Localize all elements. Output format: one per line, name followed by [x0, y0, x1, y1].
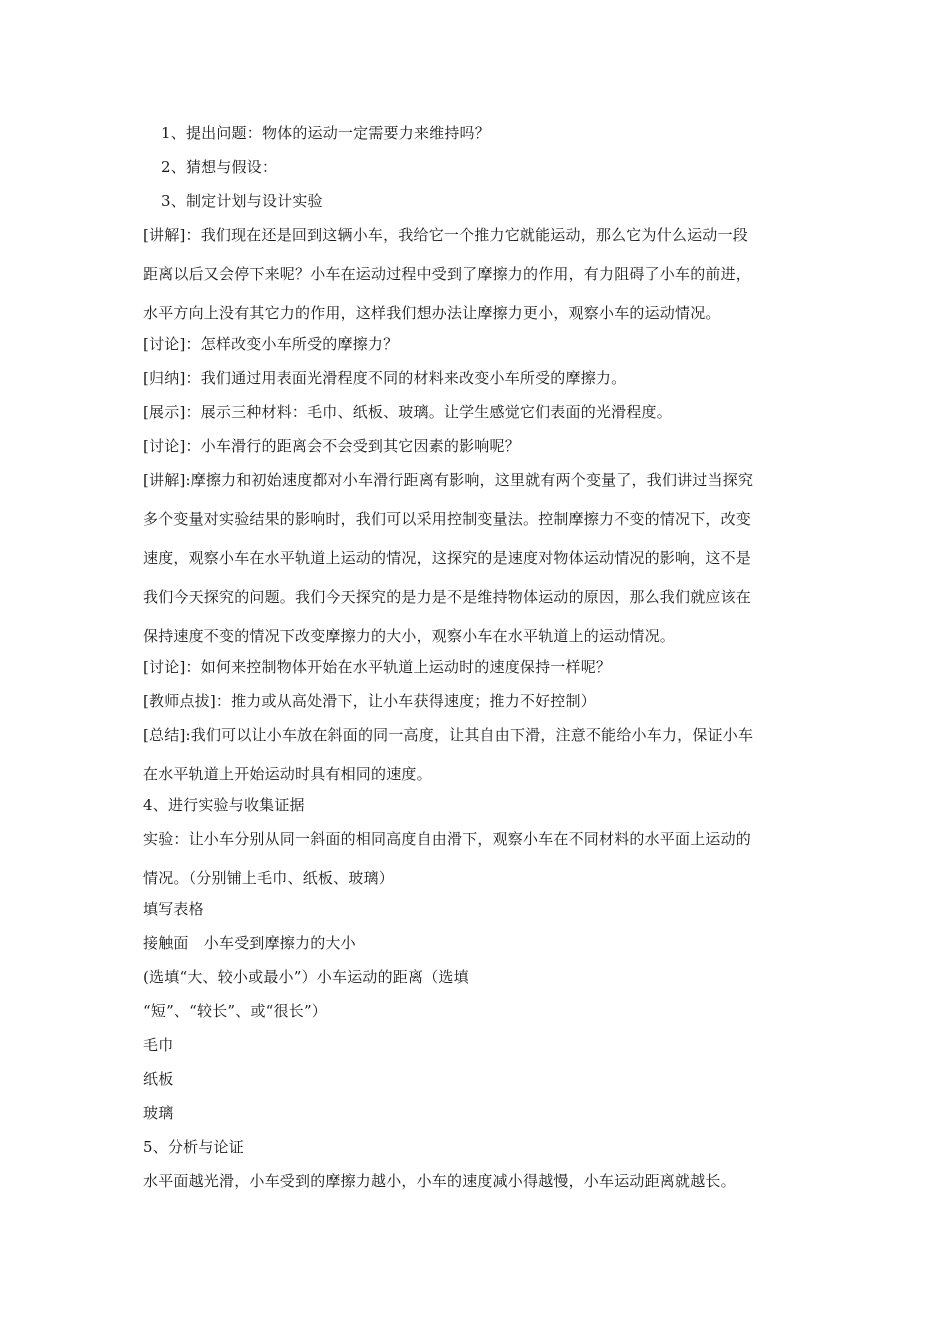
line-discuss-3: [讨论]：如何来控制物体开始在水平轨道上运动时的速度保持一样呢？	[143, 658, 612, 676]
line-show: [展示]：展示三种材料：毛巾、纸板、玻璃。让学生感觉它们表面的光滑程度。	[143, 403, 672, 421]
line-explain-1b: 距离以后又会停下来呢？小车在运动过程中受到了摩擦力的作用，有力阻碍了小车的前进，	[143, 265, 752, 283]
line-section-4: 4、进行实验与收集证据	[143, 796, 305, 814]
line-explain-2e: 保持速度不变的情况下改变摩擦力的大小，观察小车在水平轨道上的运动情况。	[143, 627, 676, 645]
line-plan: 3、制定计划与设计实验	[161, 192, 323, 210]
line-summary-b: 在水平轨道上开始运动时具有相同的速度。	[143, 765, 432, 783]
line-question: 1、提出问题：物体的运动一定需要力来维持吗？	[161, 124, 490, 142]
line-explain-2c: 速度，观察小车在水平轨道上运动的情况，这探究的是速度对物体运动情况的影响，这不是	[143, 549, 752, 567]
table-header-1: 接触面 小车受到摩擦力的大小	[143, 934, 356, 952]
line-experiment-b: 情况。（分别铺上毛巾、纸板、玻璃）	[143, 869, 394, 887]
line-explain-1c: 水平方向上没有其它力的作用，这样我们想办法让摩擦力更小，观察小车的运动情况。	[143, 304, 721, 322]
table-header-2: (选填“大、较小或最小”）小车运动的距离（选填	[143, 968, 469, 986]
line-conclude-1: [归纳]：我们通过用表面光滑程度不同的材料来改变小车所受的摩擦力。	[143, 369, 627, 387]
line-section-5: 5、分析与论证	[143, 1138, 244, 1156]
line-explain-1a: [讲解]：我们现在还是回到这辆小车，我给它一个推力它就能运动，那么它为什么运动一段	[143, 226, 748, 244]
line-analysis: 水平面越光滑，小车受到的摩擦力越小，小车的速度减小得越慢，小车运动距离就越长。	[143, 1172, 736, 1190]
table-row-towel: 毛巾	[143, 1036, 174, 1054]
line-explain-2a: [讲解]:摩擦力和初始速度都对小车滑行距离有影响，这里就有两个变量了，我们讲过当探究	[143, 471, 754, 489]
line-fill-table: 填写表格	[143, 900, 204, 918]
document-body	[143, 122, 813, 1192]
line-hypothesis: 2、猜想与假设：	[161, 158, 278, 176]
line-explain-2b: 多个变量对实验结果的影响时，我们可以采用控制变量法。控制摩擦力不变的情况下，改变	[143, 510, 752, 528]
line-discuss-2: [讨论]：小车滑行的距离会不会受到其它因素的影响呢？	[143, 437, 520, 455]
table-row-glass: 玻璃	[143, 1104, 174, 1122]
line-explain-2d: 我们今天探究的问题。我们今天探究的是力是不是维持物体运动的原因，那么我们就应该在	[143, 588, 752, 606]
line-summary-a: [总结]:我们可以让小车放在斜面的同一高度，让其自由下滑，注意不能给小车力，保证小车	[143, 726, 754, 744]
line-experiment-a: 实验：让小车分别从同一斜面的相同高度自由滑下，观察小车在不同材料的水平面上运动的	[143, 830, 752, 848]
table-header-3: “短”、“较长”、或“很长”）	[143, 1002, 328, 1020]
line-discuss-1: [讨论]：怎样改变小车所受的摩擦力？	[143, 335, 399, 353]
line-teacher-hint: [教师点拔]：推力或从高处滑下，让小车获得速度；推力不好控制）	[143, 692, 596, 710]
table-row-cardboard: 纸板	[143, 1070, 174, 1088]
